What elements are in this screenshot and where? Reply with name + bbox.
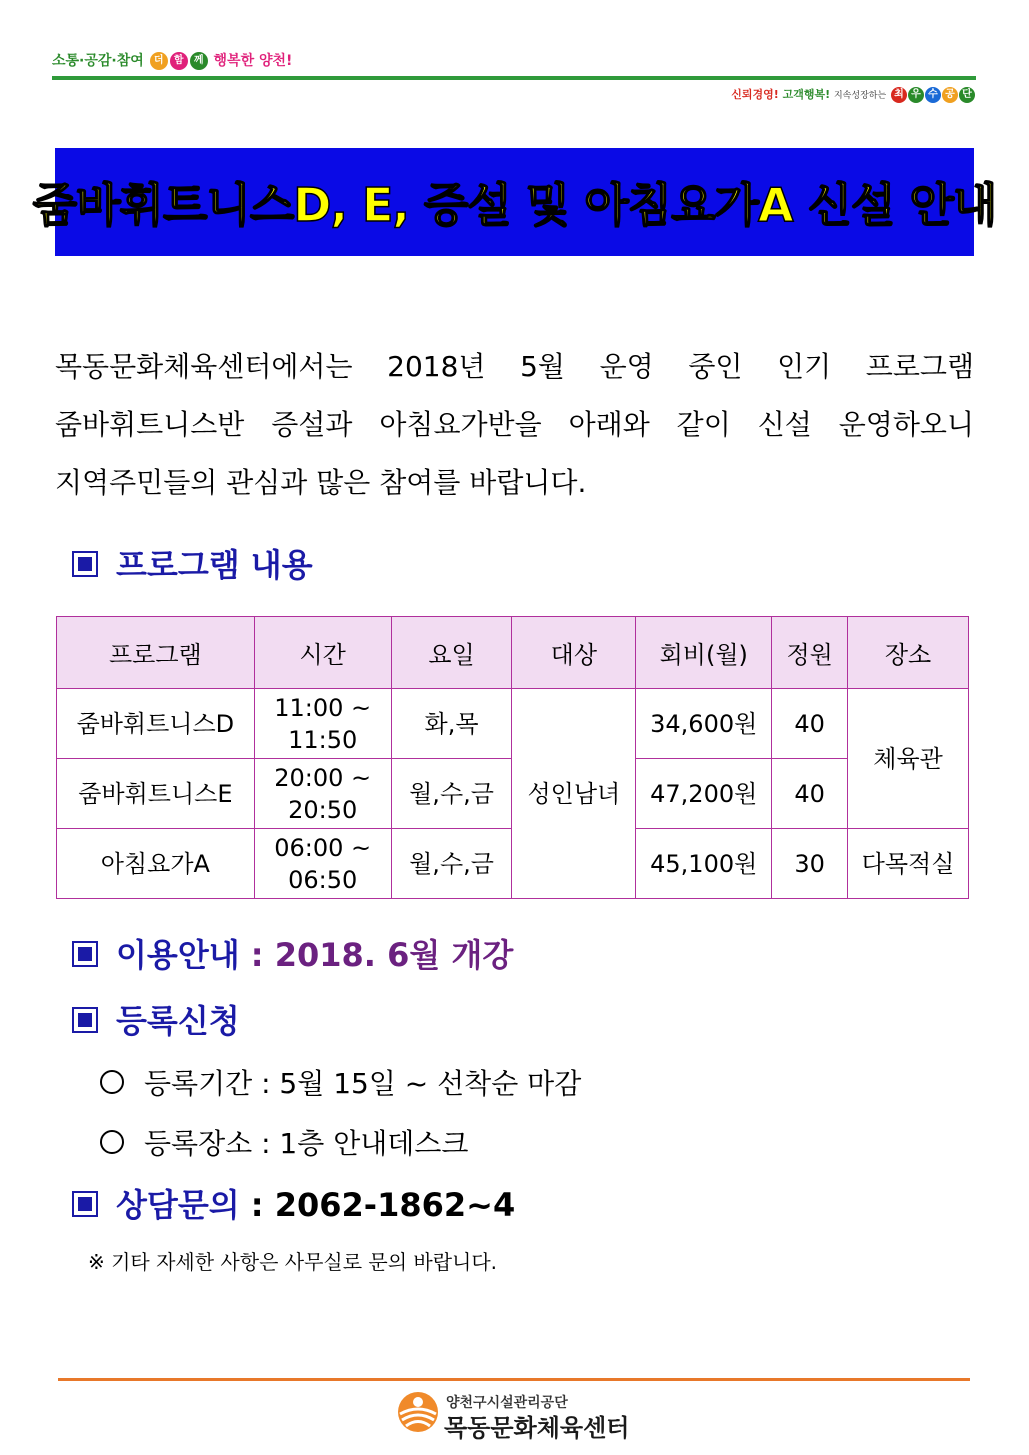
circle-bullet-icon (100, 1130, 124, 1154)
slogan-bubble-3: 수 (925, 87, 941, 103)
square-bullet-icon (72, 1191, 98, 1217)
capacity-cell: 40 (772, 689, 848, 759)
register-place-text: 등록장소 : 1층 안내데스크 (144, 1127, 469, 1160)
slogan-circle-2: 함 (170, 52, 188, 70)
intro-line-1: 목동문화체육센터에서는 2018년 5월 운영 중인 인기 프로그램 (55, 350, 974, 383)
slogan-right-a: 신뢰경영! (731, 88, 779, 101)
square-bullet-icon (72, 551, 98, 577)
slogan-bubble-2: 우 (908, 87, 924, 103)
footer-center-name: 목동문화체육센터 (444, 1414, 630, 1442)
slogan-bubble-1: 최 (891, 87, 907, 103)
top-divider (52, 76, 976, 80)
time-start: 20:00 ~ (274, 763, 372, 792)
section-usage (72, 930, 513, 976)
slogan-right (731, 86, 975, 103)
section-usage-title: 이용안내 (116, 936, 240, 974)
center-logo-icon (396, 1390, 440, 1434)
time-cell (254, 689, 391, 759)
place-cell: 체육관 (848, 689, 969, 829)
square-bullet-icon (72, 941, 98, 967)
target-cell: 성인남녀 (512, 689, 636, 899)
slogan-circle-3: 께 (190, 52, 208, 70)
time-end: 06:50 (288, 865, 358, 894)
section-contact (72, 1180, 515, 1226)
bottom-divider (58, 1378, 970, 1381)
days-cell: 월,수,금 (391, 829, 512, 899)
program-cell: 줌바휘트니스E (57, 759, 255, 829)
slogan-left-text-b: 행복한 양천! (213, 53, 293, 69)
footnote: ※ 기타 자세한 사항은 사무실로 문의 바랍니다. (88, 1250, 498, 1274)
contact-phone: 2062-1862~4 (274, 1186, 516, 1224)
table-header-cell: 요일 (391, 617, 512, 689)
fee-cell: 47,200원 (636, 759, 772, 829)
program-table (56, 616, 969, 899)
table-header-cell: 회비(월) (636, 617, 772, 689)
circle-bullet-icon (100, 1070, 124, 1094)
time-end: 20:50 (288, 795, 358, 824)
table-header-cell: 프로그램 (57, 617, 255, 689)
days-cell: 월,수,금 (391, 759, 512, 829)
section-register (72, 996, 240, 1042)
section-register-title: 등록신청 (116, 1002, 240, 1040)
footer-org-name: 양천구시설관리공단 (446, 1395, 568, 1411)
slogan-left (52, 50, 292, 70)
program-cell: 줌바휘트니스D (57, 689, 255, 759)
table-header-cell: 대상 (512, 617, 636, 689)
time-cell (254, 829, 391, 899)
place-cell: 다목적실 (848, 829, 969, 899)
usage-value: 2018. 6월 개강 (274, 936, 514, 974)
table-header-row (57, 617, 969, 689)
slogan-bubble-5: 단 (959, 87, 975, 103)
capacity-cell: 30 (772, 829, 848, 899)
time-start: 11:00 ~ (274, 693, 372, 722)
usage-separator: : (250, 936, 264, 974)
section-program (72, 540, 313, 586)
table-header-cell: 장소 (848, 617, 969, 689)
intro-line-3: 지역주민들의 관심과 많은 참여를 바랍니다. (55, 466, 587, 499)
table-header-cell: 시간 (254, 617, 391, 689)
square-bullet-icon (72, 1007, 98, 1033)
slogan-circle-1: 더 (150, 52, 168, 70)
fee-cell: 45,100원 (636, 829, 772, 899)
title-banner (32, 148, 997, 256)
days-cell: 화,목 (391, 689, 512, 759)
time-cell (254, 759, 391, 829)
time-end: 11:50 (288, 725, 358, 754)
slogan-bubble-4: 공 (942, 87, 958, 103)
fee-cell: 34,600원 (636, 689, 772, 759)
section-contact-title: 상담문의 (116, 1186, 240, 1224)
intro-paragraph (55, 338, 974, 512)
slogan-left-text: 소통·공감·참여 (52, 53, 144, 69)
register-place (100, 1122, 468, 1162)
slogan-right-c: 지속성장하는 (833, 91, 887, 101)
table-header-cell: 정원 (772, 617, 848, 689)
program-cell: 아침요가A (57, 829, 255, 899)
table-row (57, 689, 969, 759)
contact-separator: : (250, 1186, 264, 1224)
page-title: 줌바휘트니스D, E, 증설 및 아침요가A 신설 안내 (32, 178, 997, 232)
capacity-cell: 40 (772, 759, 848, 829)
section-program-title: 프로그램 내용 (116, 546, 313, 584)
register-period-text: 등록기간 : 5월 15일 ~ 선착순 마감 (144, 1067, 582, 1100)
slogan-right-b: 고객행복! (782, 88, 831, 101)
intro-line-2: 줌바휘트니스반 증설과 아침요가반을 아래와 같이 신설 운영하오니 (55, 408, 974, 441)
time-start: 06:00 ~ (274, 833, 372, 862)
register-period (100, 1062, 581, 1102)
